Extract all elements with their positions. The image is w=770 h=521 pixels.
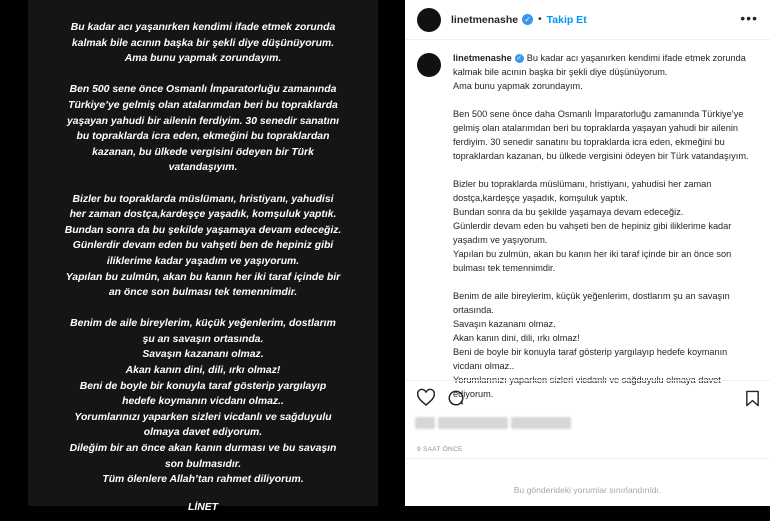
caption-line: Ben 500 sene önce daha Osmanlı İmparatorluğu zamanında Türkiye’ye gelmiş olan atalarımdan beri bu topraklarda yaşayan yahudi bir ailenin ferdiyim. 30 senedir sanatını bu topraklarda icra eden, ekmeğini bu topraklardan kazanan, bu ülkede vergisini ödeyen bir Türk vatandaşıyım.: [453, 109, 749, 161]
story-signature: LİNET: [187, 501, 218, 513]
caption-avatar[interactable]: [417, 53, 441, 77]
story-line: Bundan sonra da bu şekilde yaşamaya devam edeceğiz.: [64, 224, 342, 236]
comments-restricted-notice: Bu gönderideki yorumlar sınırlandırıldı.: [405, 458, 770, 506]
caption-line: Akan kanın dini, dili, ırkı olmaz!: [453, 333, 580, 343]
story-line: Yorumlarınızı yaparken sizleri vicdanlı ve sağduyulu: [74, 411, 332, 423]
story-line: olmaya davet ediyorum.: [143, 427, 263, 439]
caption-line: Yorumlarınızı yaparken sizleri vicdanlı ve sağduyulu olmaya davet ediyorum.: [453, 375, 721, 399]
story-text: [28, 20, 378, 515]
story-line: iliklerime kadar yaşadım ve yaşıyorum.: [106, 255, 300, 267]
caption-username[interactable]: linetmenashe: [453, 53, 512, 63]
caption-area[interactable]: [405, 41, 770, 399]
comment-icon[interactable]: [447, 389, 465, 407]
avatar[interactable]: [417, 8, 441, 32]
follow-button[interactable]: Takip Et: [546, 13, 587, 26]
post-timestamp[interactable]: 9 SAAT ÖNCE: [417, 446, 463, 453]
story-line: yaşayan yahudi bir ailenin ferdiyim. 30 senedir sanatını: [67, 115, 339, 127]
story-line: her zaman dostça,kardeşçe yaşadık, komşuluk yaptık.: [69, 209, 337, 221]
blurred-likes: [511, 417, 571, 429]
story-line: şu an savaşın ortasında.: [142, 333, 264, 345]
caption-line: Günlerdir devam eden bu vahşeti ben de hepiniz gibi iliklerime kadar yaşadım ve yaşıyorum.: [453, 221, 732, 245]
header-username[interactable]: linetmenashe: [451, 13, 519, 26]
story-line: Ama bunu yapmak zorundayım.: [124, 53, 282, 65]
story-line: kalmak bile acının başka bir şekli diye düşünüyorum.: [71, 37, 335, 49]
likes-row-blurred: [415, 414, 574, 432]
header-separator: •: [538, 14, 542, 25]
post-header: [405, 0, 770, 40]
story-line: Bizler bu topraklarda müslümanı, hristiyanı, yahudisi: [72, 193, 334, 205]
blurred-likes: [438, 417, 508, 429]
story-line: bu topraklarda icra eden, ekmeğini bu topraklardan: [76, 131, 330, 143]
story-line: an önce son bulması tek temennimdir.: [108, 287, 298, 299]
caption-line: Benim de aile bireylerim, küçük yeğenlerim, dostlarım şu an savaşın ortasında.: [453, 291, 730, 315]
story-line: kazanan, bu ülkede vergisini ödeyen bir Türk: [92, 146, 314, 158]
caption-first-line: Bu kadar acı yaşanırken kendimi ifade etmek zorunda kalmak bile acının başka bir şekli diye düşünüyorum.: [453, 53, 746, 77]
caption-line: Savaşın kazananı olmaz.: [453, 319, 556, 329]
story-line: Beni de boyle bir konuyla taraf gösterip yargılayıp: [79, 380, 327, 392]
story-line: Ben 500 sene önce Osmanlı İmparatorluğu zamanında: [69, 84, 337, 96]
story-line: Akan kanın dini, dili, ırkı olmaz!: [125, 365, 281, 377]
story-line: Günlerdir devam eden bu vahşeti ben de hepiniz gibi: [72, 240, 334, 252]
story-line: Savaşın kazananı olmaz.: [142, 349, 264, 361]
caption-line: Yapılan bu zulmün, akan bu kanın her iki taraf içinde bir an önce son bulması tek temennimdir.: [453, 249, 732, 273]
caption-verified-icon: ✓: [516, 55, 523, 63]
caption-text: [453, 51, 758, 401]
story-line: Tüm ölenlere Allah’tan rahmet diliyorum.: [102, 474, 304, 486]
story-card: [28, 0, 378, 513]
caption-line: Ama bunu yapmak zorundayım.: [453, 81, 583, 91]
more-options-icon[interactable]: •••: [740, 10, 758, 26]
action-bar: [405, 380, 770, 414]
story-line: Yapılan bu zulmün, akan bu kanın her iki taraf içinde bir: [65, 271, 341, 283]
post-panel: [405, 0, 770, 506]
story-line: vatandaşıyım.: [168, 162, 238, 174]
caption-line: Bundan sonra da bu şekilde yaşamaya devam edeceğiz.: [453, 207, 684, 217]
story-line: Bu kadar acı yaşanırken kendimi ifade etmek zorunda: [70, 22, 336, 33]
bookmark-icon[interactable]: [745, 390, 760, 407]
story-line: Benim de aile bireylerim, küçük yeğenlerim, dostlarım: [70, 318, 336, 330]
story-line: Dileğim bir an önce akan kanın durması ve bu savaşın: [69, 443, 337, 455]
story-line: Türkiye’ye gelmiş olan atalarımdan beri bu topraklarda: [68, 99, 338, 111]
story-line: hedefe koymanın vicdanı olmaz..: [122, 396, 284, 408]
blurred-avatar: [415, 417, 435, 429]
story-line: son bulmasıdır.: [164, 458, 242, 470]
verified-badge-icon: ✓: [522, 14, 533, 25]
caption-line: Bizler bu topraklarda müslümanı, hristiyanı, yahudisi her zaman dostça,kardeşçe yaşadık, komşuluk yaptık.: [453, 179, 712, 203]
heart-icon[interactable]: [417, 389, 435, 406]
caption-line: Beni de boyle bir konuyla taraf gösterip yargılayıp hedefe koymanın vicdanı olmaz..: [453, 347, 728, 371]
